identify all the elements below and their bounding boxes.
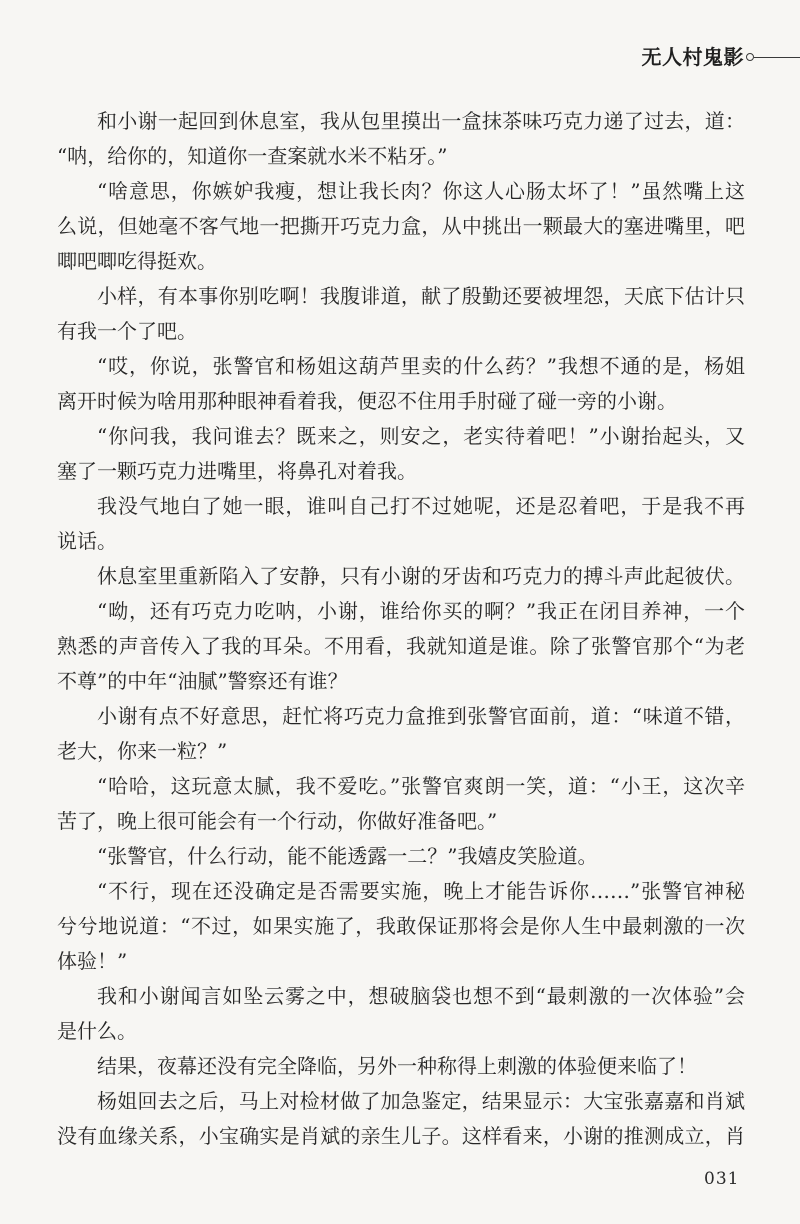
text-line: 休息室里重新陷入了安静，只有小谢的牙齿和巧克力的搏斗声此起彼伏。 — [97, 564, 745, 588]
text-line: 不尊”的中年“油腻”警察还有谁？ — [57, 669, 348, 693]
paragraph — [57, 174, 745, 279]
paragraph — [57, 769, 745, 839]
text-line: “你问我，我问谁去？既来之，则安之，老实待着吧！”小谢抬起头，又 — [97, 424, 745, 448]
text-line: 小样，有本事你别吃啊！我腹诽道，献了殷勤还要被埋怨，天底下估计只 — [97, 284, 745, 308]
page-number: 031 — [704, 1169, 740, 1189]
text-line: 么说，但她毫不客气地一把撕开巧克力盒，从中挑出一颗最大的塞进嘴里，吧 — [57, 214, 745, 238]
paragraph — [57, 489, 745, 559]
paragraph — [57, 1049, 745, 1084]
paragraph — [57, 594, 745, 699]
text-line: 结果，夜幕还没有完全降临，另外一种称得上刺激的体验便来临了！ — [97, 1054, 697, 1078]
text-line: “呐，给你的，知道你一查案就水米不粘牙。” — [57, 144, 448, 168]
paragraph — [57, 699, 745, 769]
running-header-title: 无人村鬼影 — [641, 45, 744, 69]
text-line: “张警官，什么行动，能不能透露一二？”我嬉皮笑脸道。 — [97, 844, 598, 868]
text-line: 杨姐回去之后，马上对检材做了加急鉴定，结果显示：大宝张嘉嘉和肖斌 — [97, 1089, 745, 1113]
paragraph — [57, 279, 745, 349]
text-line: “啥意思，你嫉妒我瘦，想让我长肉？你这人心肠太坏了！”虽然嘴上这 — [97, 179, 745, 203]
paragraph — [57, 979, 745, 1049]
text-line: 我没气地白了她一眼，谁叫自己打不过她呢，还是忍着吧，于是我不再 — [97, 494, 745, 518]
text-line: 和小谢一起回到休息室，我从包里摸出一盒抹茶味巧克力递了过去，道： — [97, 109, 745, 133]
paragraph — [57, 874, 745, 979]
text-line: 小谢有点不好意思，赶忙将巧克力盒推到张警官面前，道：“味道不错， — [97, 704, 745, 728]
paragraph — [57, 559, 745, 594]
body-text — [57, 104, 745, 1154]
text-line: 老大，你来一粒？” — [57, 739, 228, 763]
paragraph — [57, 349, 745, 419]
paragraph — [57, 419, 745, 489]
text-line: 是什么。 — [57, 1019, 137, 1043]
text-line: 我和小谢闻言如坠云雾之中，想破脑袋也想不到“最刺激的一次体验”会 — [97, 984, 745, 1008]
text-line: 塞了一颗巧克力进嘴里，将鼻孔对着我。 — [57, 459, 417, 483]
text-line: 有我一个了吧。 — [57, 319, 197, 343]
text-line: 说话。 — [57, 529, 117, 553]
text-line: 没有血缘关系，小宝确实是肖斌的亲生儿子。这样看来，小谢的推测成立，肖 — [57, 1124, 745, 1148]
text-line: 体验！” — [57, 949, 128, 973]
text-line: “呦，还有巧克力吃呐，小谢，谁给你买的啊？”我正在闭目养神，一个 — [97, 599, 745, 623]
text-line: 熟悉的声音传入了我的耳朵。不用看，我就知道是谁。除了张警官那个“为老 — [57, 634, 745, 658]
text-line: 唧吧唧吃得挺欢。 — [57, 249, 217, 273]
paragraph — [57, 104, 745, 174]
text-line: 离开时候为啥用那种眼神看着我，便忍不住用手肘碰了碰一旁的小谢。 — [57, 389, 677, 413]
text-line: “哎，你说，张警官和杨姐这葫芦里卖的什么药？”我想不通的是，杨姐 — [97, 354, 745, 378]
header-rule-line — [754, 57, 800, 58]
paragraph — [57, 839, 745, 874]
header-circle-ornament — [746, 53, 754, 61]
text-line: “哈哈，这玩意太腻，我不爱吃。”张警官爽朗一笑，道：“小王，这次辛 — [97, 774, 745, 798]
paragraph — [57, 1084, 745, 1154]
text-line: 苦了，晚上很可能会有一个行动，你做好准备吧。” — [57, 809, 498, 833]
text-line: 兮兮地说道：“不过，如果实施了，我敢保证那将会是你人生中最刺激的一次 — [57, 914, 745, 938]
text-line: “不行，现在还没确定是否需要实施，晚上才能告诉你……”张警官神秘 — [97, 879, 745, 903]
